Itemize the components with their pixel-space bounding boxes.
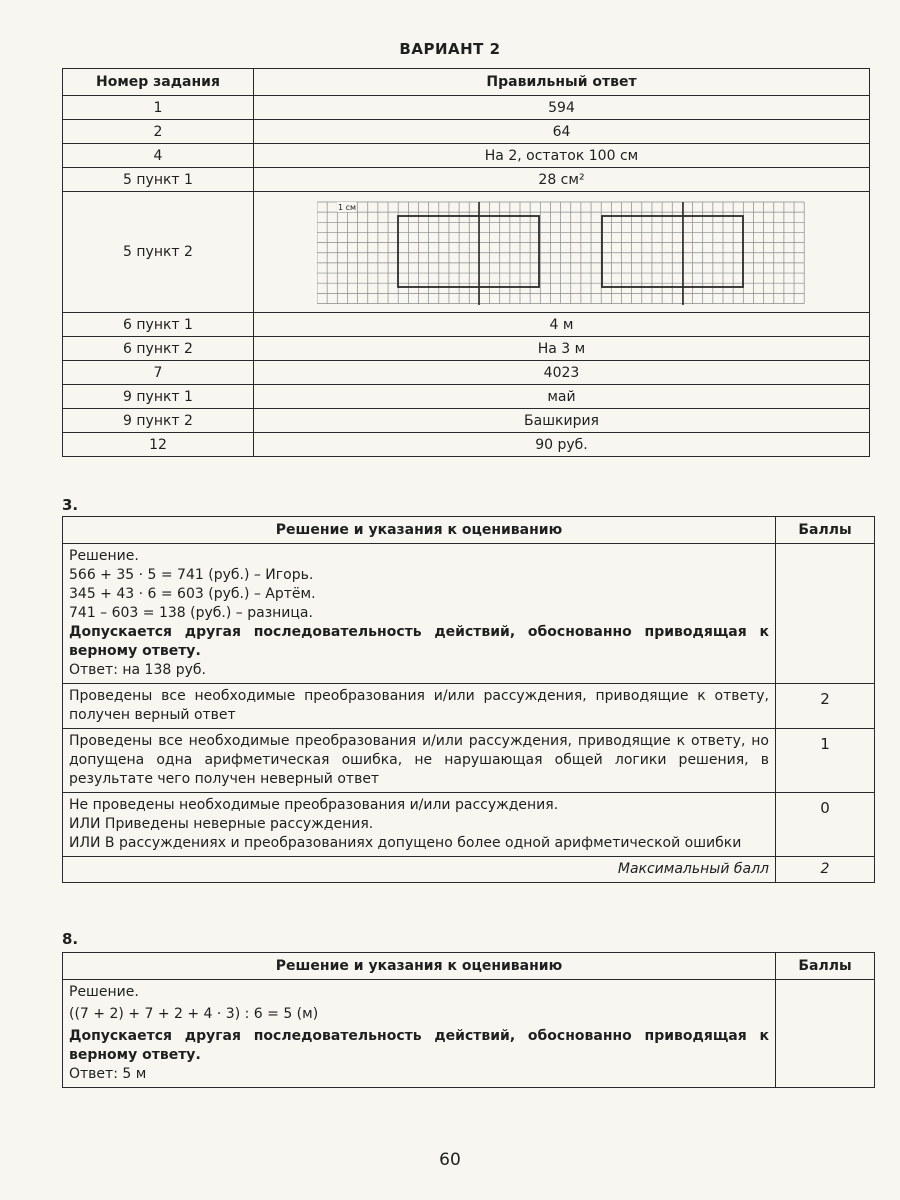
task-number: 5 пункт 2: [63, 192, 254, 313]
solution-answer: Ответ: на 138 руб.: [69, 662, 206, 678]
rectangle-1: [398, 216, 539, 287]
points-cell-empty: [776, 544, 875, 684]
task-number: 4: [63, 144, 254, 168]
table-row: [63, 409, 870, 433]
solution-row: [63, 544, 875, 684]
criteria-text: Проведены все необходимые преобразования и/или рассуждения, приводящие к ответу, но допущена одна арифметическая ошибка, не нарушающая общей логики решения, в результате чего получен неверный ответ: [63, 729, 776, 793]
solution-label: Решение.: [69, 984, 139, 1000]
points-cell: [776, 684, 875, 729]
header-solution: Решение и указания к оцениванию: [63, 517, 776, 544]
points-cell-empty: [776, 980, 875, 1088]
task-number: 6 пункт 1: [63, 313, 254, 337]
answer-value: 64: [254, 120, 870, 144]
criteria-text: Проведены все необходимые преобразования и/или рассуждения, приводящие к ответу, получен верный ответ: [63, 684, 776, 729]
answer-value: На 3 м: [254, 337, 870, 361]
rectangles-grid-drawing: [317, 197, 807, 307]
answer-value: май: [254, 385, 870, 409]
header-task-number: Номер задания: [63, 69, 254, 96]
header-points: Баллы: [776, 517, 875, 544]
header-correct-answer: Правильный ответ: [254, 69, 870, 96]
table-row: [63, 313, 870, 337]
table-row: [63, 120, 870, 144]
table-row: [63, 96, 870, 120]
task-number: 9 пункт 2: [63, 409, 254, 433]
grid-scale-label: 1 см: [337, 203, 356, 212]
points-cell: [776, 793, 875, 857]
criteria-row: [63, 729, 875, 793]
answers-header-row: [63, 69, 870, 96]
answer-value: 594: [254, 96, 870, 120]
task-number: 9 пункт 1: [63, 385, 254, 409]
solution-line: ((7 + 2) + 7 + 2 + 4 · 3) : 6 = 5 (м): [69, 1006, 319, 1022]
criteria-row: [63, 793, 875, 857]
solution-cell: [63, 544, 776, 684]
max-score-row: [63, 857, 875, 883]
max-score-value: 2: [776, 857, 875, 883]
criteria-line: Не проведены необходимые преобразования и/или рассуждения.: [69, 797, 559, 813]
solution-note: Допускается другая последовательность действий, обоснованно приводящая к верному ответу.: [69, 624, 769, 659]
table-row: [63, 168, 870, 192]
solution-line: 566 + 35 · 5 = 741 (руб.) – Игорь.: [69, 567, 314, 583]
table-row: [63, 144, 870, 168]
solution-note: Допускается другая последовательность действий, обоснованно приводящая к верному ответу.: [69, 1028, 769, 1063]
answer-value: Башкирия: [254, 409, 870, 433]
task-number: 7: [63, 361, 254, 385]
task-number: 6 пункт 2: [63, 337, 254, 361]
section-3-number: 3.: [62, 496, 79, 514]
table-row: [63, 433, 870, 457]
solution-cell: [63, 980, 776, 1088]
solution-row: [63, 980, 875, 1088]
header-solution: Решение и указания к оцениванию: [63, 953, 776, 980]
table-row: [63, 361, 870, 385]
task-number: 2: [63, 120, 254, 144]
table-row: [63, 385, 870, 409]
task-number: 12: [63, 433, 254, 457]
points-value: 1: [820, 735, 830, 753]
variant-title: ВАРИАНТ 2: [399, 40, 501, 58]
answer-value: 90 руб.: [254, 433, 870, 457]
answer-grid-cell: [254, 192, 870, 313]
task-number: 5 пункт 1: [63, 168, 254, 192]
answer-value: 4023: [254, 361, 870, 385]
page-number: 60: [439, 1150, 461, 1170]
section-8-number: 8.: [62, 930, 79, 948]
solution-line: 345 + 43 · 6 = 603 (руб.) – Артём.: [69, 586, 316, 602]
points-value: 2: [820, 690, 830, 708]
answer-value: 28 см²: [254, 168, 870, 192]
table-row: [63, 192, 870, 313]
criteria-header-row: [63, 953, 875, 980]
table-row: [63, 337, 870, 361]
answers-table: [62, 68, 870, 457]
section-3-criteria-table: [62, 516, 875, 883]
header-points: Баллы: [776, 953, 875, 980]
points-cell: [776, 729, 875, 793]
points-value: 0: [820, 799, 830, 817]
solution-answer: Ответ: 5 м: [69, 1066, 147, 1082]
solution-label: Решение.: [69, 548, 139, 564]
max-score-label: Максимальный балл: [63, 857, 776, 883]
criteria-line: ИЛИ Приведены неверные рассуждения.: [69, 816, 374, 832]
task-number: 1: [63, 96, 254, 120]
solution-line: 741 – 603 = 138 (руб.) – разница.: [69, 605, 313, 621]
criteria-text: [63, 793, 776, 857]
criteria-line: ИЛИ В рассуждениях и преобразованиях допущено более одной арифметической ошибки: [69, 835, 742, 851]
answer-value: На 2, остаток 100 см: [254, 144, 870, 168]
criteria-header-row: [63, 517, 875, 544]
answer-value: 4 м: [254, 313, 870, 337]
criteria-row: [63, 684, 875, 729]
section-8-criteria-table: [62, 952, 875, 1088]
